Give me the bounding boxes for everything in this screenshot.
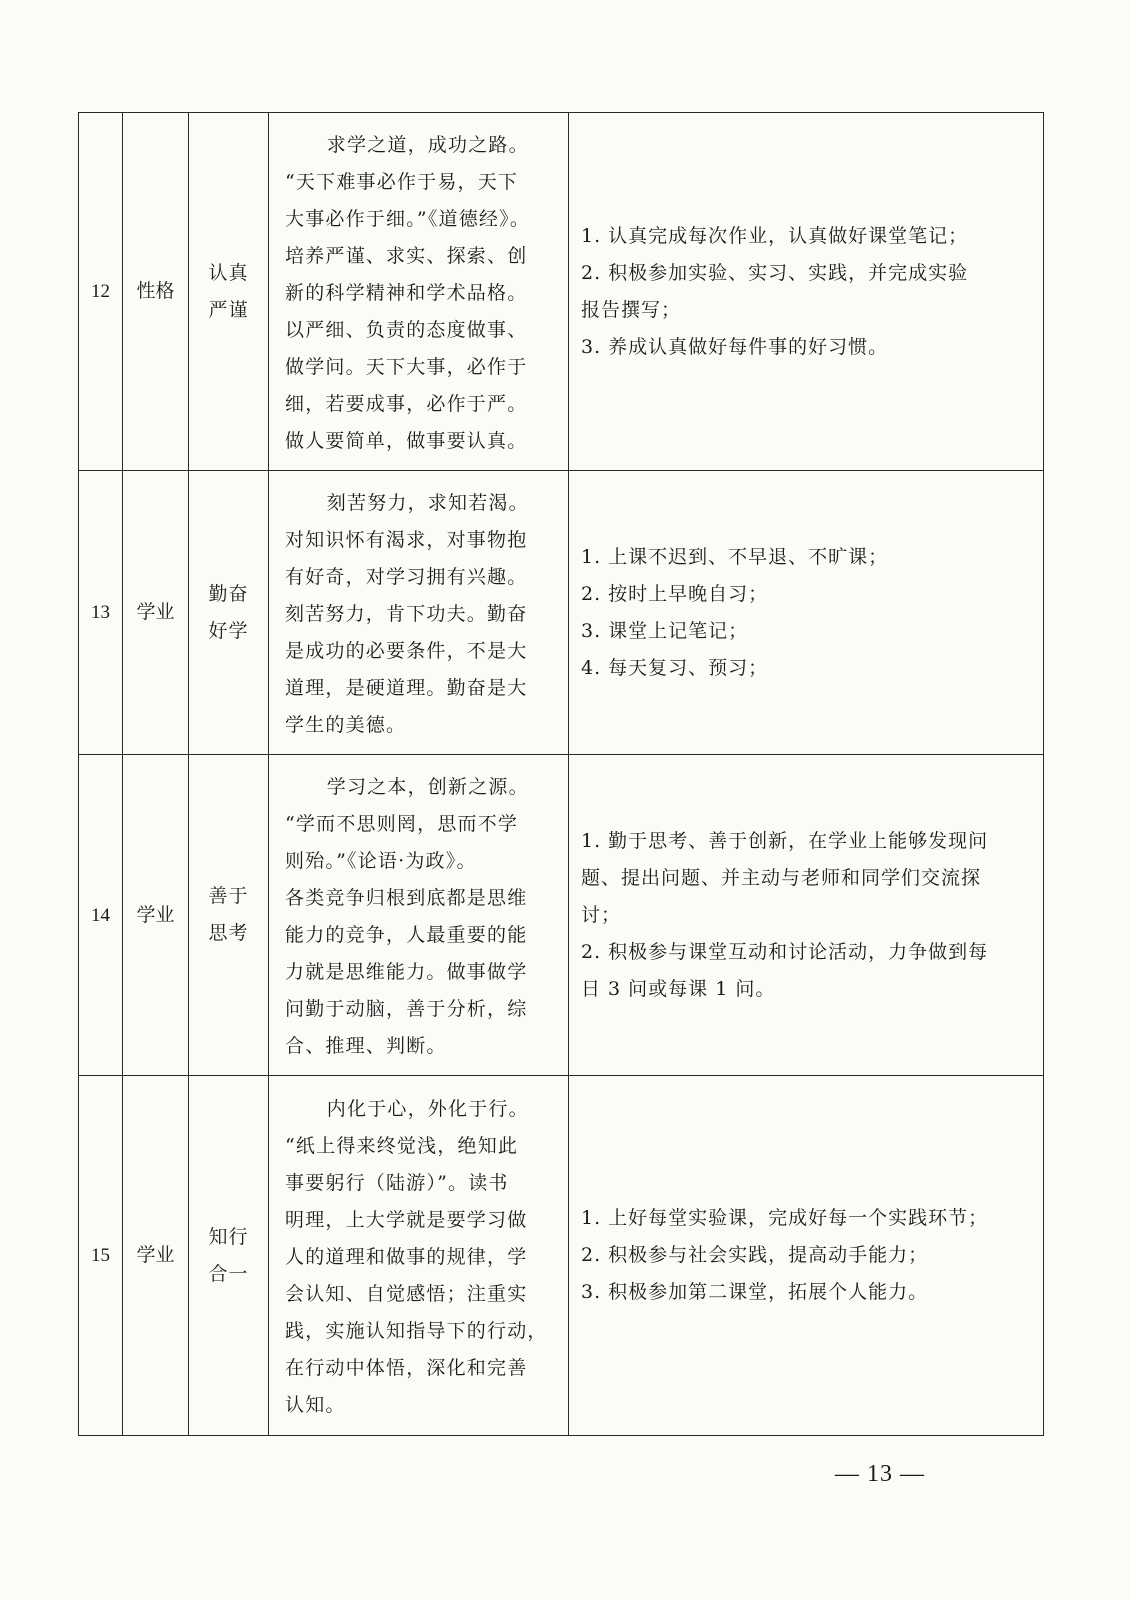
description-line: 认知。 [285, 1394, 346, 1416]
description-line: 学习之本，创新之源。 [326, 776, 529, 798]
requirement-line: 3. 养成认真做好每件事的好习惯。 [581, 335, 889, 358]
row-item-line: 严谨 [208, 298, 249, 321]
row-item-line: 认真 [208, 261, 249, 284]
row-description [269, 471, 569, 755]
row-item-line: 好学 [208, 619, 249, 642]
table-row [79, 1076, 1044, 1436]
requirement-line: 报告撰写； [581, 298, 682, 321]
row-category: 性格 [123, 113, 189, 471]
description-line: 刻苦努力，求知若渴。 [326, 492, 529, 514]
table-row [79, 755, 1044, 1076]
description-line: 践，实施认知指导下的行动， [285, 1320, 548, 1342]
requirement-line: 1. 上课不迟到、不早退、不旷课； [581, 545, 889, 568]
requirement-line: 1. 上好每堂实验课，完成好每一个实践环节； [581, 1207, 989, 1229]
description-line: 大事必作于细。”《道德经》。 [285, 208, 531, 230]
description-line: 各类竞争归根到底都是思维 [285, 887, 528, 909]
row-item-line: 合一 [208, 1262, 249, 1285]
row-item-line: 善于 [208, 885, 249, 907]
requirement-line: 1. 认真完成每次作业，认真做好课堂笔记； [581, 224, 969, 247]
row-requirements [569, 471, 1044, 755]
row-requirements [569, 755, 1044, 1076]
description-line: 学生的美德。 [285, 714, 407, 736]
row-category: 学业 [123, 1076, 189, 1436]
requirement-line: 3. 课堂上记笔记； [581, 619, 749, 642]
description-line: 做学问。天下大事，必作于 [285, 356, 528, 378]
description-line: 求学之道，成功之路。 [326, 134, 529, 156]
requirement-line: 2. 按时上早晚自习； [581, 582, 769, 605]
values-table [78, 112, 1044, 1436]
description-line: 刻苦努力，肯下功夫。勤奋 [285, 603, 528, 625]
description-line: 细，若要成事，必作于严。 [285, 393, 528, 415]
row-item [189, 1076, 269, 1436]
requirement-line: 日 3 问或每课 1 问。 [581, 977, 776, 1000]
description-line: “天下难事必作于易，天下 [285, 171, 519, 193]
description-line: 做人要简单，做事要认真。 [285, 430, 528, 452]
row-number: 14 [79, 755, 123, 1076]
page-number: — 13 — [835, 1461, 925, 1487]
requirement-line: 2. 积极参加实验、实习、实践，并完成实验 [581, 261, 969, 284]
requirement-line: 4. 每天复习、预习； [581, 656, 769, 679]
requirement-line: 讨； [581, 903, 622, 926]
description-line: 力就是思维能力。做事做学 [285, 961, 528, 983]
description-line: 明理，上大学就是要学习做 [285, 1209, 528, 1231]
row-description [269, 1076, 569, 1436]
description-line: 培养严谨、求实、探索、创 [285, 245, 528, 267]
row-number: 13 [79, 471, 123, 755]
row-description [269, 113, 569, 471]
requirement-line: 3. 积极参加第二课堂，拓展个人能力。 [581, 1281, 929, 1303]
description-line: 问勤于动脑，善于分析，综 [285, 998, 528, 1020]
table-row [79, 113, 1044, 471]
description-line: 以严细、负责的态度做事、 [285, 319, 528, 341]
description-line: 对知识怀有渴求，对事物抱 [285, 529, 528, 551]
requirement-line: 2. 积极参与课堂互动和讨论活动，力争做到每 [581, 940, 989, 963]
row-number: 12 [79, 113, 123, 471]
requirement-line: 2. 积极参与社会实践，提高动手能力； [581, 1244, 929, 1266]
requirement-line: 题、提出问题、并主动与老师和同学们交流探 [581, 866, 982, 889]
row-item-line: 思考 [208, 922, 249, 944]
row-category: 学业 [123, 471, 189, 755]
description-line: 内化于心，外化于行。 [326, 1098, 529, 1120]
row-item [189, 471, 269, 755]
row-item [189, 755, 269, 1076]
row-item [189, 113, 269, 471]
description-line: 在行动中体悟，深化和完善 [285, 1357, 528, 1379]
description-line: 道理，是硬道理。勤奋是大 [285, 677, 528, 699]
description-line: 有好奇，对学习拥有兴趣。 [285, 566, 528, 588]
description-line: 新的科学精神和学术品格。 [285, 282, 528, 304]
description-line: 则殆。”《论语·为政》。 [285, 850, 477, 872]
description-line: 是成功的必要条件，不是大 [285, 640, 528, 662]
description-line: “纸上得来终觉浅，绝知此 [285, 1135, 519, 1157]
description-line: 事要躬行（陆游）”。读书 [285, 1172, 509, 1194]
table-row [79, 471, 1044, 755]
description-line: 人的道理和做事的规律，学 [285, 1246, 528, 1268]
row-item-line: 知行 [208, 1225, 249, 1248]
row-requirements [569, 1076, 1044, 1436]
row-category: 学业 [123, 755, 189, 1076]
row-description [269, 755, 569, 1076]
row-item-line: 勤奋 [208, 582, 249, 605]
description-line: “学而不思则罔，思而不学 [285, 813, 519, 835]
description-line: 会认知、自觉感悟；注重实 [285, 1283, 528, 1305]
description-line: 合、推理、判断。 [285, 1035, 447, 1057]
description-line: 能力的竞争，人最重要的能 [285, 924, 528, 946]
row-requirements [569, 113, 1044, 471]
row-number: 15 [79, 1076, 123, 1436]
requirement-line: 1. 勤于思考、善于创新，在学业上能够发现问 [581, 829, 989, 852]
